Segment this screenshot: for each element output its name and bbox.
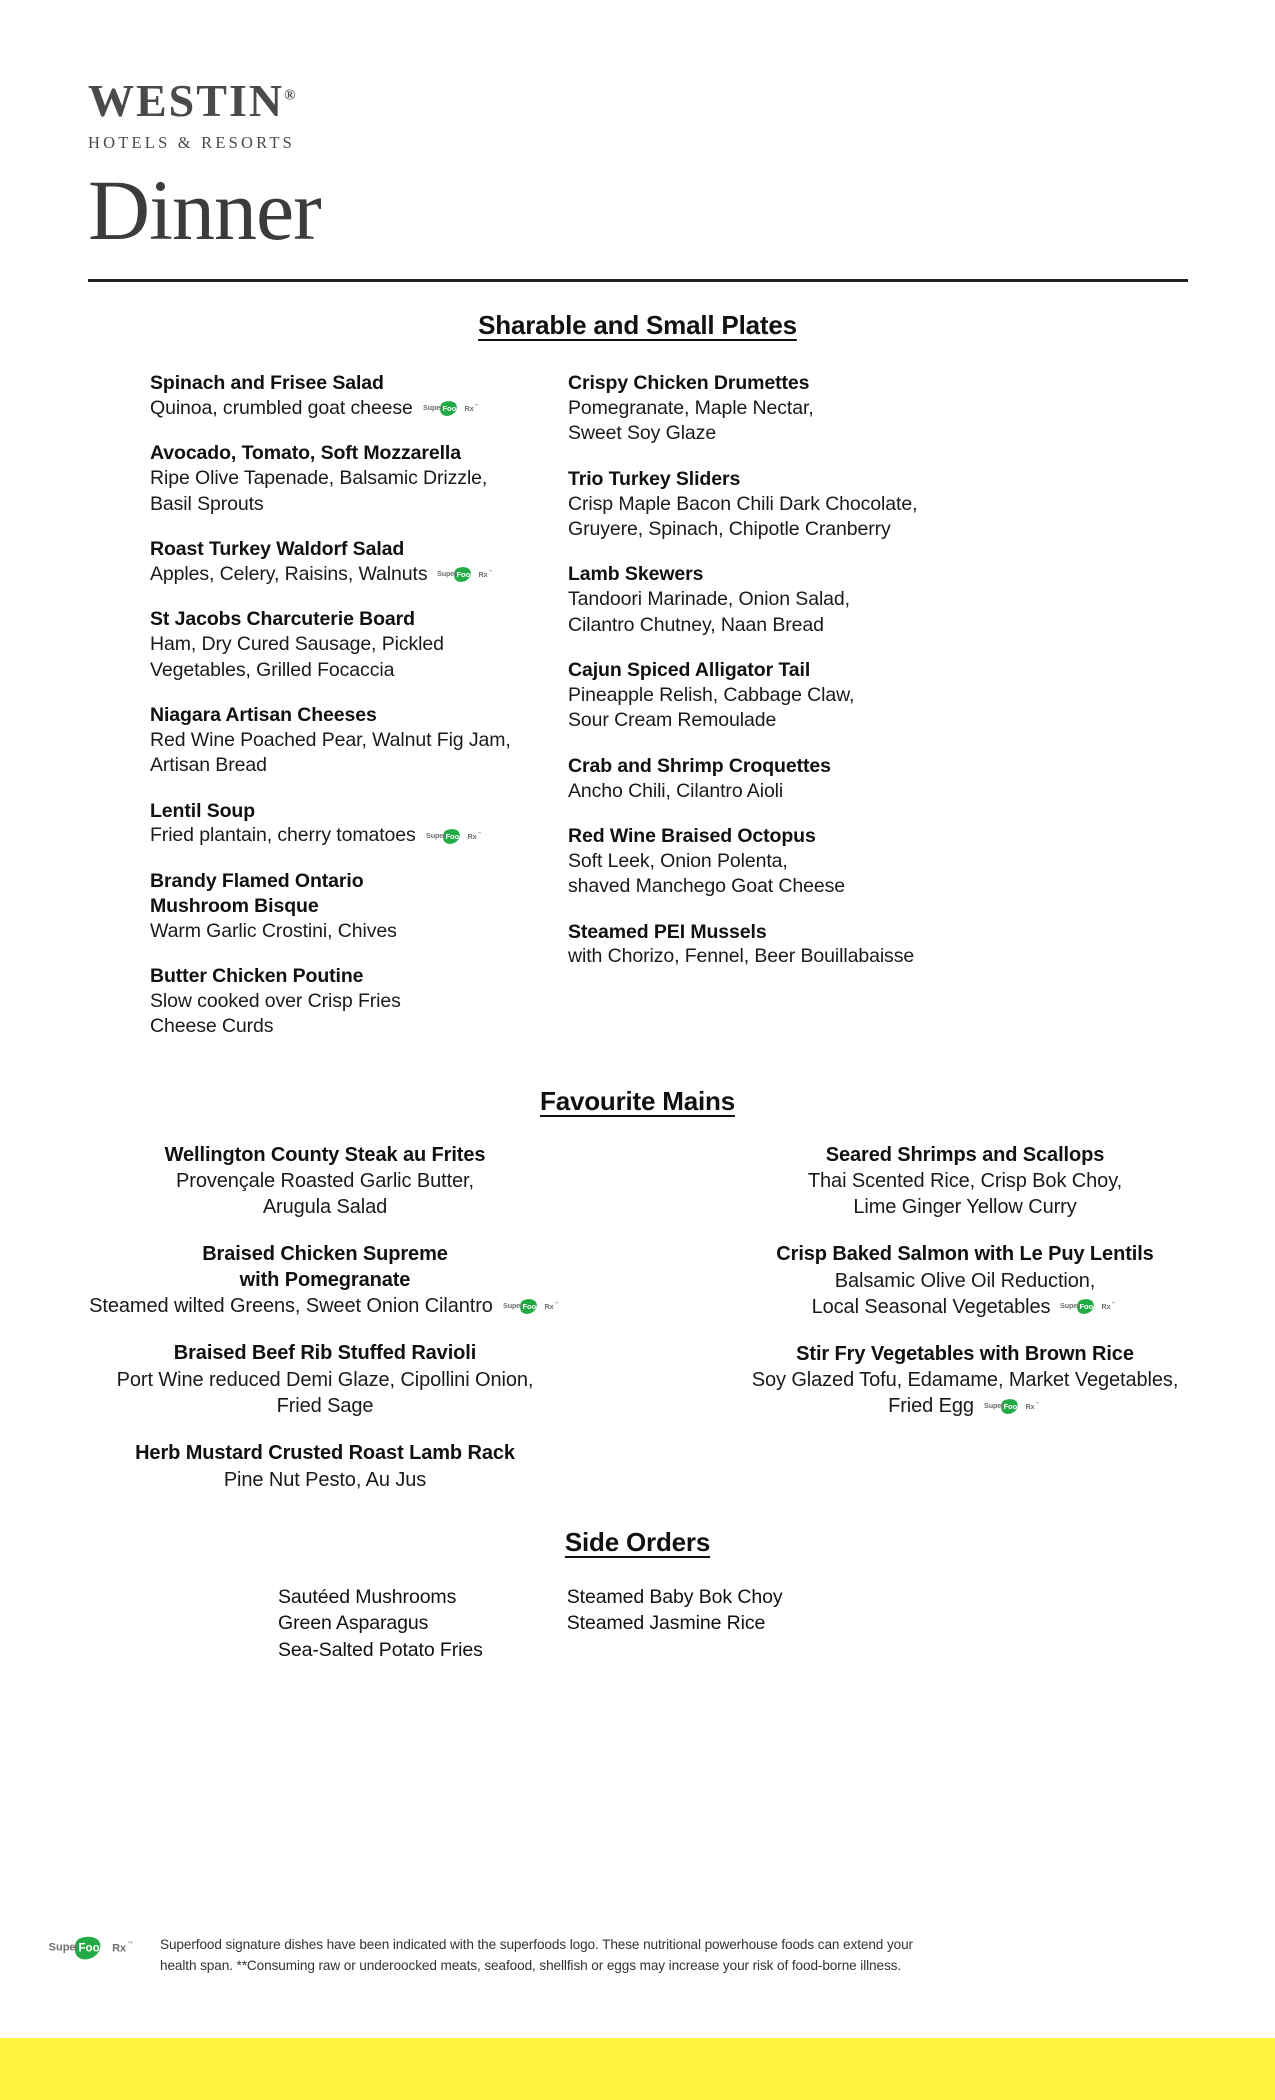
menu-item (55, 1441, 595, 1493)
svg-text:™: ™ (1035, 1401, 1039, 1406)
menu-item-description-line: Thai Scented Rice, Crisp Bok Choy, (807, 1170, 1123, 1193)
menu-item (150, 964, 545, 1040)
menu-item-description (568, 849, 1038, 874)
menu-item-description (695, 1367, 1235, 1393)
menu-item-description-line: Cilantro Chutney, Naan Bread (568, 613, 824, 636)
footer-line-1: Superfood signature dishes have been indicated with the superfoods logo. These nutritional powerhouse foods can extend your (160, 1937, 913, 1952)
menu-item-name: Crispy Chicken Drumettes (568, 372, 810, 394)
menu-item-description (568, 517, 1038, 542)
menu-item-description-line: Fried Egg (888, 1395, 974, 1418)
menu-item-name: Red Wine Braised Octopus (568, 824, 816, 847)
svg-text:Foods: Foods (1079, 1302, 1103, 1312)
menu-item-name: Steamed PEI Mussels (568, 920, 767, 943)
svg-text:™: ™ (474, 403, 478, 408)
menu-item-description (150, 466, 545, 491)
westin-wordmark (88, 75, 296, 126)
section-heading-sharable: Sharable and Small Plates (478, 310, 797, 340)
side-order-item: Steamed Jasmine Rice (566, 1612, 766, 1635)
menu-item-name: Crisp Baked Salmon with Le Puy Lentils (776, 1243, 1154, 1266)
menu-item-description (568, 779, 1038, 804)
menu-item-description (150, 823, 545, 848)
menu-item (150, 703, 545, 779)
menu-item-description-line: Local Seasonal Vegetables (811, 1295, 1051, 1318)
svg-text:Rx: Rx (478, 569, 488, 579)
menu-item-description (55, 1367, 595, 1393)
menu-item-description-line: Cheese Curds (150, 1015, 274, 1038)
menu-item-description-line: Pomegranate, Maple Nectar, (568, 396, 814, 419)
footer-text (160, 1935, 913, 1976)
svg-text:Super: Super (437, 569, 458, 579)
svg-text:Rx: Rx (467, 831, 477, 841)
menu-item-name: Wellington County Steak au Frites (164, 1143, 486, 1166)
menu-item-description-line: Arugula Salad (262, 1196, 388, 1219)
svg-text:Super: Super (1060, 1301, 1081, 1311)
menu-item-description-line: Fried Sage (276, 1395, 374, 1418)
menu-item-description (150, 562, 545, 587)
menu-item-description-line: Basil Sprouts (150, 492, 264, 515)
menu-item-description-line: Soy Glazed Tofu, Edamame, Market Vegetables, (751, 1369, 1179, 1392)
footer-disclaimer (48, 1935, 1228, 1976)
menu-item-description (695, 1268, 1235, 1294)
svg-text:Foods: Foods (78, 1941, 114, 1955)
sharable-right-column (568, 371, 1038, 1060)
menu-item-name: Crab and Shrimp Croquettes (568, 754, 831, 777)
svg-text:Foods: Foods (522, 1301, 545, 1311)
menu-item-description-line: Steamed wilted Greens, Sweet Onion Cilantro (89, 1295, 493, 1318)
menu-item-description (568, 683, 1038, 708)
svg-text:Rx: Rx (112, 1942, 127, 1955)
menu-item-description (150, 658, 545, 683)
side-order-item: Sautéed Mushrooms (278, 1585, 457, 1608)
menu-item (568, 920, 1038, 970)
sides-left-column (278, 1584, 483, 1664)
menu-item-description-line: Vegetables, Grilled Focaccia (150, 658, 395, 681)
menu-item-description (150, 632, 545, 657)
menu-item-description (150, 989, 545, 1014)
svg-text:™: ™ (1111, 1301, 1116, 1306)
menu-item-description (55, 1293, 595, 1319)
svg-text:Foods: Foods (1003, 1401, 1026, 1411)
superfoods-logo-icon (423, 400, 481, 417)
sharable-columns (0, 371, 1275, 1060)
sides-right-column (567, 1584, 783, 1664)
menu-item (568, 658, 1038, 734)
svg-text:Rx: Rx (1101, 1302, 1111, 1312)
menu-item-description-line: Sweet Soy Glaze (568, 422, 717, 445)
menu-item-description (568, 396, 1038, 421)
menu-item-description (695, 1393, 1235, 1419)
svg-text:Rx: Rx (544, 1301, 554, 1311)
section-sides (0, 1527, 1275, 1664)
menu-item-description (695, 1194, 1235, 1220)
menu-item-name: St Jacobs Charcuterie Board (150, 608, 415, 631)
mains-columns (0, 1143, 1275, 1515)
svg-text:Rx: Rx (464, 403, 474, 413)
menu-item-name: Stir Fry Vegetables with Brown Rice (796, 1342, 1134, 1365)
menu-item-name: Mushroom Bisque (150, 894, 319, 917)
menu-item-name: Seared Shrimps and Scallops (825, 1143, 1105, 1166)
menu-item-description (568, 708, 1038, 733)
menu-item-description-line: Artisan Bread (150, 754, 267, 777)
menu-item-description (150, 396, 545, 421)
menu-item (568, 371, 1038, 447)
menu-item (568, 824, 1038, 900)
menu-item-description (55, 1393, 595, 1419)
menu-item-name: Roast Turkey Waldorf Salad (150, 537, 405, 560)
menu-item-description (55, 1467, 595, 1493)
svg-text:™: ™ (127, 1941, 133, 1948)
svg-text:Foods: Foods (456, 569, 480, 579)
menu-item-description-line: shaved Manchego Goat Cheese (568, 875, 845, 898)
section-heading-sides: Side Orders (564, 1526, 711, 1557)
menu-item-name: Spinach and Frisee Salad (150, 372, 384, 394)
menu-item-description (150, 919, 545, 944)
menu-item-description (150, 1014, 545, 1039)
menu-item (150, 607, 545, 683)
svg-text:™: ™ (477, 831, 481, 836)
menu-item-description-line: Ham, Dry Cured Sausage, Pickled (150, 633, 444, 656)
menu-item-description-line: Pineapple Relish, Cabbage Claw, (568, 683, 855, 706)
svg-text:Super: Super (425, 830, 446, 840)
menu-item (150, 537, 545, 587)
superfoods-logo-icon (426, 828, 484, 845)
svg-text:Super: Super (983, 1401, 1004, 1411)
menu-item-description-line: Pine Nut Pesto, Au Jus (223, 1468, 427, 1491)
menu-item (568, 754, 1038, 804)
side-order-item: Steamed Baby Bok Choy (566, 1585, 783, 1608)
menu-item (55, 1341, 595, 1419)
westin-tagline: HOTELS & RESORTS (88, 133, 295, 152)
sides-columns (0, 1584, 1275, 1664)
menu-item (568, 467, 1038, 543)
superfoods-logo-icon (1060, 1298, 1118, 1315)
menu-item-name: Niagara Artisan Cheeses (150, 703, 377, 726)
mains-left-column (55, 1143, 595, 1515)
sharable-left-column (150, 371, 545, 1060)
menu-item (695, 1143, 1235, 1221)
menu-item (695, 1342, 1235, 1420)
svg-text:Super: Super (422, 403, 443, 413)
menu-item-description (568, 874, 1038, 899)
menu-item (150, 799, 545, 849)
menu-item-description (568, 492, 1038, 517)
menu-item-description-line: with Chorizo, Fennel, Beer Bouillabaisse (568, 945, 915, 968)
menu-item-description-line: Ripe Olive Tapenade, Balsamic Drizzle, (150, 467, 488, 490)
page-header (0, 0, 1275, 258)
menu-item-description-line: Slow cooked over Crisp Fries (150, 990, 401, 1013)
menu-item-description (150, 728, 545, 753)
menu-item-description-line: Gruyere, Spinach, Chipotle Cranberry (568, 517, 891, 540)
menu-item-name: Avocado, Tomato, Soft Mozzarella (150, 442, 461, 465)
menu-item-description-line: Balsamic Olive Oil Reduction, (834, 1269, 1096, 1292)
menu-item-description-line: Warm Garlic Crostini, Chives (150, 919, 397, 942)
menu-item-description (55, 1194, 595, 1220)
menu-item-description-line: Lime Ginger Yellow Curry (853, 1196, 1077, 1219)
menu-item-name: Trio Turkey Sliders (568, 467, 741, 490)
westin-name: WESTIN (88, 75, 285, 126)
menu-item-description (568, 587, 1038, 612)
menu-item-name: Cajun Spiced Alligator Tail (568, 658, 811, 681)
menu-item-description-line: Soft Leek, Onion Polenta, (568, 849, 788, 872)
menu-item-description-line: Crisp Maple Bacon Chili Dark Chocolate, (568, 492, 918, 515)
menu-item-description-line: Tandoori Marinade, Onion Salad, (568, 588, 850, 611)
superfoods-logo-icon (503, 1298, 561, 1315)
menu-item-description-line: Port Wine reduced Demi Glaze, Cipollini Onion, (116, 1369, 534, 1392)
superfoods-logo-icon (984, 1398, 1042, 1415)
menu-item-description-line: Quinoa, crumbled goat cheese (150, 396, 413, 419)
menu-item-description (150, 492, 545, 517)
svg-text:Super: Super (502, 1301, 523, 1311)
menu-item-name: Lamb Skewers (568, 563, 704, 586)
footer-line-2: health span. **Consuming raw or underoocked meats, seafood, shellfish or eggs may increase your risk of food-borne illness. (160, 1957, 902, 1973)
menu-item (568, 562, 1038, 638)
menu-item-name: Lentil Soup (150, 799, 256, 822)
menu-item-description (55, 1168, 595, 1194)
registered-mark-icon: ® (284, 87, 296, 104)
menu-item-description-line: Fried plantain, cherry tomatoes (150, 824, 416, 847)
menu-item-name: with Pomegranate (239, 1268, 411, 1291)
menu-item-description-line: Apples, Celery, Raisins, Walnuts (150, 562, 428, 585)
menu-item-description (150, 753, 545, 778)
svg-text:Foods: Foods (442, 403, 465, 413)
side-order-item: Sea-Salted Potato Fries (278, 1638, 483, 1661)
menu-item-name: Butter Chicken Poutine (150, 965, 364, 988)
menu-item-name: Braised Beef Rib Stuffed Ravioli (173, 1342, 477, 1365)
menu-item-description (568, 944, 1038, 969)
svg-text:Super: Super (48, 1941, 80, 1954)
menu-item (695, 1242, 1235, 1320)
page-title: Dinner (88, 162, 321, 258)
menu-item-description-line: Red Wine Poached Pear, Walnut Fig Jam, (150, 728, 511, 751)
menu-item-description (568, 613, 1038, 638)
superfoods-logo-icon (48, 1935, 138, 1961)
menu-item-description-line: Ancho Chili, Cilantro Aioli (568, 779, 784, 802)
mains-right-column (695, 1143, 1235, 1515)
menu-item-description-line: Provençale Roasted Garlic Butter, (176, 1170, 474, 1193)
menu-item (55, 1242, 595, 1319)
section-heading-mains: Favourite Mains (540, 1085, 735, 1116)
menu-item-description (695, 1294, 1235, 1320)
section-mains (0, 1086, 1275, 1515)
svg-text:™: ™ (488, 569, 493, 574)
svg-text:™: ™ (554, 1301, 558, 1306)
menu-item (150, 869, 545, 944)
menu-item (55, 1143, 595, 1221)
menu-item-name: Brandy Flamed Ontario (150, 869, 364, 892)
menu-item-description-line: Sour Cream Remoulade (568, 709, 777, 732)
svg-text:Rx: Rx (1025, 1401, 1035, 1411)
menu-item-description (695, 1168, 1235, 1194)
menu-item (150, 441, 545, 517)
side-order-item: Green Asparagus (278, 1612, 429, 1635)
section-sharable (0, 310, 1275, 1060)
menu-item (150, 371, 545, 421)
header-divider (88, 279, 1188, 282)
menu-item-name: Herb Mustard Crusted Roast Lamb Rack (135, 1442, 515, 1465)
superfoods-logo-icon (437, 566, 495, 583)
menu-item-description (568, 421, 1038, 446)
bottom-color-band (0, 2038, 1275, 2100)
menu-item-name: Braised Chicken Supreme (202, 1243, 448, 1266)
svg-text:Foods: Foods (445, 831, 468, 841)
